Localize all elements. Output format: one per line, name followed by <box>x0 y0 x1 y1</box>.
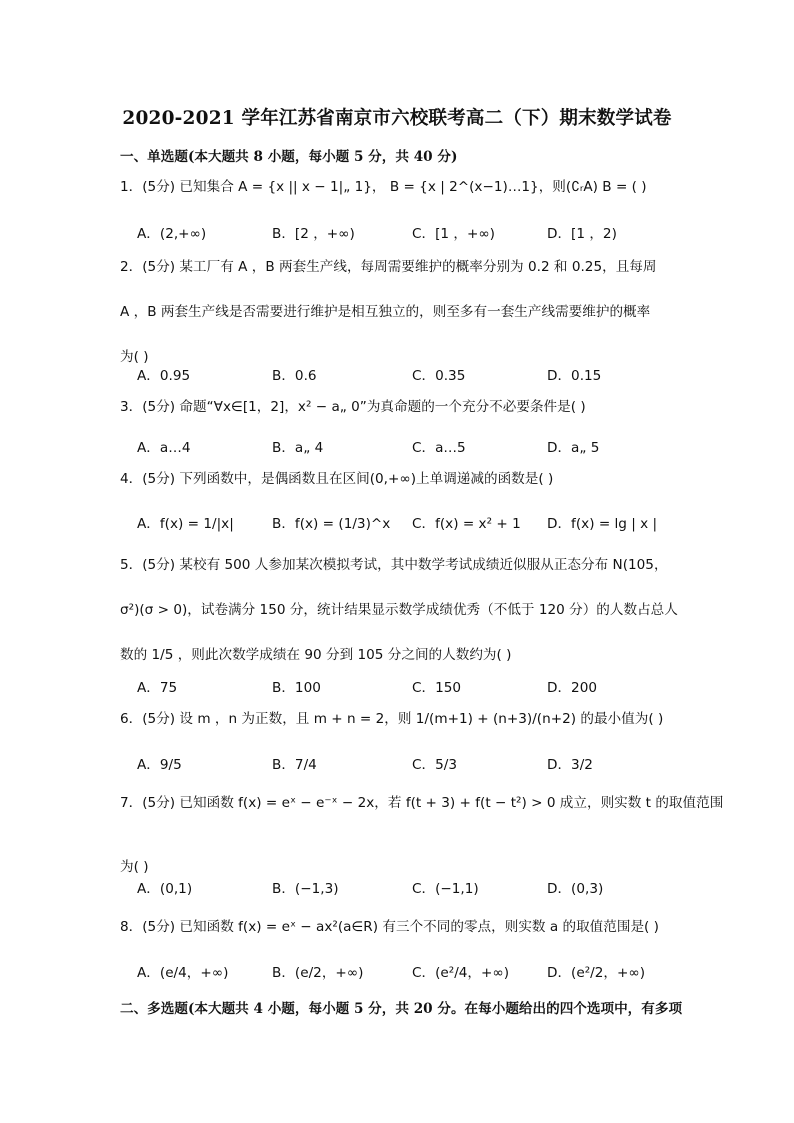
option-c: C．(−1,1) <box>412 881 479 897</box>
option-c: C．0.35 <box>412 368 466 384</box>
option-d: D．0.15 <box>547 368 602 384</box>
option-a: A．(2,+∞) <box>137 226 207 242</box>
option-d: D．a„ 5 <box>547 440 600 456</box>
option-c: C．5/3 <box>412 757 457 773</box>
option-a: A．9/5 <box>137 757 182 773</box>
option-d: D．[1 ，2) <box>547 226 617 242</box>
question-8 <box>120 905 680 950</box>
question-7-line-2: 为( ) <box>120 859 149 875</box>
option-a: A．75 <box>137 680 178 696</box>
option-b: B．f(x) = (1/3)^x <box>272 516 391 532</box>
option-c: C．150 <box>412 680 462 696</box>
question-2 <box>120 245 680 380</box>
option-b: B．[2 ，+∞) <box>272 226 355 242</box>
question-1-stem: 1．(5分) 已知集合 A = {x || x − 1|„ 1}， B = {x | 2^(x−1)…1}，则(∁ᵣA) B = ( ) <box>120 179 647 195</box>
question-5-line-2: σ²)(σ > 0)，试卷满分 150 分，统计结果显示数学成绩优秀（不低于 120 分）的人数占总人 <box>120 602 678 618</box>
question-3-stem: 3．(5分) 命题“∀x∈[1，2]，x² − a„ 0”为真命题的一个充分不必要条件是( ) <box>120 399 586 415</box>
question-2-line-3: 为( ) <box>120 349 149 365</box>
option-c: C．[1 ，+∞) <box>412 226 495 242</box>
question-3 <box>120 385 680 430</box>
option-b: B．0.6 <box>272 368 317 384</box>
option-d: D．200 <box>547 680 598 696</box>
option-c: C．a…5 <box>412 440 466 456</box>
option-b: B．(−1,3) <box>272 881 339 897</box>
option-b: B．7/4 <box>272 757 317 773</box>
option-d: D．(0,3) <box>547 881 604 897</box>
section-heading-single-choice: 一、单选题(本大题共 8 小题，每小题 5 分，共 40 分) <box>120 149 458 165</box>
question-5 <box>120 543 680 678</box>
exam-title: 2020-2021 学年江苏省南京市六校联考高二（下）期末数学试卷 <box>122 108 672 129</box>
question-2-line-1: 2．(5分) 某工厂有 A ，B 两套生产线，每周需要维护的概率分别为 0.2 和 0.25，且每周 <box>120 259 657 275</box>
question-1 <box>120 165 680 210</box>
question-7-line-1: 7．(5分) 已知函数 f(x) = eˣ − e⁻ˣ − 2x，若 f(t + 3) + f(t − t²) > 0 成立，则实数 t 的取值范围 <box>120 795 724 811</box>
option-c: C．(e²/4，+∞) <box>412 965 510 981</box>
option-b: B．100 <box>272 680 321 696</box>
question-8-stem: 8．(5分) 已知函数 f(x) = eˣ − ax²(a∈R) 有三个不同的零点，则实数 a 的取值范围是( ) <box>120 919 659 935</box>
question-4-stem: 4．(5分) 下列函数中，是偶函数且在区间(0,+∞)上单调递减的函数是( ) <box>120 471 554 487</box>
option-a: A．0.95 <box>137 368 191 384</box>
option-b: B．a„ 4 <box>272 440 324 456</box>
question-5-line-3: 数的 1/5 ，则此次数学成绩在 90 分到 105 分之间的人数约为( ) <box>120 647 512 663</box>
question-5-line-1: 5．(5分) 某校有 500 人参加某次模拟考试，其中数学考试成绩近似服从正态分布 N(105， <box>120 557 668 573</box>
option-d: D．f(x) = lg | x | <box>547 516 658 532</box>
question-4 <box>120 457 680 502</box>
option-a: A．(0,1) <box>137 881 193 897</box>
question-2-line-2: A ，B 两套生产线是否需要进行维护是相互独立的，则至多有一套生产线需要维护的概率 <box>120 304 651 320</box>
option-a: A．a…4 <box>137 440 191 456</box>
option-a: A．f(x) = 1/|x| <box>137 516 234 532</box>
question-7 <box>120 781 724 890</box>
option-d: D．(e²/2，+∞) <box>547 965 646 981</box>
question-6 <box>120 697 680 742</box>
option-c: C．f(x) = x² + 1 <box>412 516 521 532</box>
option-d: D．3/2 <box>547 757 593 773</box>
section-heading-multiple-choice: 二、多选题(本大题共 4 小题，每小题 5 分，共 20 分。在每小题给出的四个选项中，有多项 <box>120 1001 683 1017</box>
question-6-stem: 6．(5分) 设 m ，n 为正数，且 m + n = 2，则 1/(m+1) + (n+3)/(n+2) 的最小值为( ) <box>120 711 664 727</box>
option-b: B．(e/2，+∞) <box>272 965 364 981</box>
option-a: A．(e/4，+∞) <box>137 965 229 981</box>
